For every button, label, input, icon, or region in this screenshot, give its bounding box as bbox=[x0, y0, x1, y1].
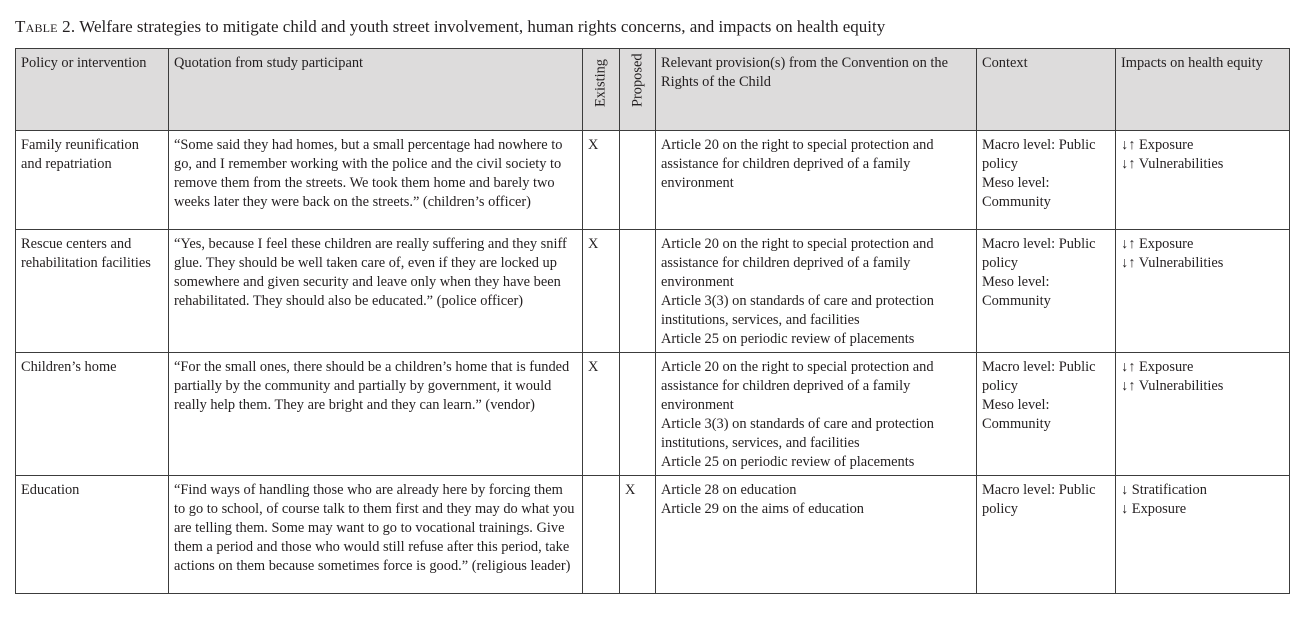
policy-cell: Children’s home bbox=[16, 353, 169, 476]
context-item: Macro level: Public policy bbox=[982, 236, 1096, 271]
table-caption bbox=[15, 17, 885, 37]
provision-item: Article 3(3) on standards of care and protection institutions, services, and facilities bbox=[661, 293, 934, 328]
impact-item: ↓↑ Exposure bbox=[1121, 137, 1194, 153]
header-proposed bbox=[620, 49, 656, 131]
existing-cell: X bbox=[583, 131, 620, 230]
impacts-cell bbox=[1116, 476, 1290, 594]
provision-cell bbox=[656, 353, 977, 476]
context-item: Meso level: Community bbox=[982, 397, 1051, 432]
policy-cell: Family reunification and repatriation bbox=[16, 131, 169, 230]
table-row bbox=[16, 476, 1290, 594]
proposed-cell bbox=[620, 131, 656, 230]
header-row bbox=[16, 49, 1290, 131]
provision-cell bbox=[656, 230, 977, 353]
context-item: Macro level: Public policy bbox=[982, 359, 1096, 394]
header-impacts: Impacts on health equity bbox=[1116, 49, 1290, 131]
provision-item: Article 3(3) on standards of care and protection institutions, services, and facilities bbox=[661, 416, 934, 451]
quotation-cell: “Some said they had homes, but a small percentage had nowhere to go, and I remember working with the police and the civil society to remove them from the streets. We took them home and barely two weeks later they were back on the streets.” (children’s officer) bbox=[169, 131, 583, 230]
table-number: Table 2. bbox=[15, 17, 76, 36]
impact-item: ↓ Exposure bbox=[1121, 501, 1187, 517]
table-row bbox=[16, 353, 1290, 476]
impact-item: ↓↑ Exposure bbox=[1121, 359, 1194, 375]
impact-item: ↓↑ Vulnerabilities bbox=[1121, 378, 1224, 394]
header-existing-label: Existing bbox=[592, 59, 609, 107]
provision-cell bbox=[656, 476, 977, 594]
policy-cell: Rescue centers and rehabilitation facilities bbox=[16, 230, 169, 353]
proposed-cell bbox=[620, 230, 656, 353]
impact-item: ↓↑ Vulnerabilities bbox=[1121, 156, 1224, 172]
table-title: Welfare strategies to mitigate child and youth street involvement, human rights concerns, and impacts on health equity bbox=[79, 17, 886, 36]
welfare-strategies-table bbox=[15, 48, 1290, 594]
proposed-cell bbox=[620, 353, 656, 476]
quotation-cell: “Find ways of handling those who are already here by forcing them to go to school, of course talk to them first and they may do what you are telling them. Some may want to go to vocational trainings. Give them a period and those who would still refuse after this period, take actions on them because sometimes force is good.” (religious leader) bbox=[169, 476, 583, 594]
provision-item: Article 20 on the right to special protection and assistance for children deprived of a family environment bbox=[661, 359, 934, 413]
context-cell bbox=[977, 131, 1116, 230]
table-row bbox=[16, 230, 1290, 353]
header-quotation: Quotation from study participant bbox=[169, 49, 583, 131]
header-policy: Policy or intervention bbox=[16, 49, 169, 131]
proposed-cell: X bbox=[620, 476, 656, 594]
context-item: Meso level: Community bbox=[982, 175, 1051, 210]
context-item: Macro level: Public policy bbox=[982, 137, 1096, 172]
existing-cell: X bbox=[583, 230, 620, 353]
provision-cell bbox=[656, 131, 977, 230]
header-existing bbox=[583, 49, 620, 131]
provision-item: Article 25 on periodic review of placements bbox=[661, 331, 915, 347]
impacts-cell bbox=[1116, 230, 1290, 353]
provision-item: Article 20 on the right to special protection and assistance for children deprived of a family environment bbox=[661, 236, 934, 290]
provision-item: Article 28 on education bbox=[661, 482, 797, 498]
quotation-cell: “For the small ones, there should be a children’s home that is funded partially by the community and partially by government, it would really help them. They are bright and they can learn.” (vendor) bbox=[169, 353, 583, 476]
table-row bbox=[16, 131, 1290, 230]
context-cell bbox=[977, 230, 1116, 353]
impacts-cell bbox=[1116, 353, 1290, 476]
policy-cell: Education bbox=[16, 476, 169, 594]
context-cell bbox=[977, 353, 1116, 476]
context-item: Meso level: Community bbox=[982, 274, 1051, 309]
impact-item: ↓↑ Exposure bbox=[1121, 236, 1194, 252]
context-item: Macro level: Public policy bbox=[982, 482, 1096, 517]
header-proposed-label: Proposed bbox=[629, 53, 645, 107]
impact-item: ↓ Stratification bbox=[1121, 482, 1207, 498]
impact-item: ↓↑ Vulnerabilities bbox=[1121, 255, 1224, 271]
header-context: Context bbox=[977, 49, 1116, 131]
existing-cell bbox=[583, 476, 620, 594]
header-provision: Relevant provision(s) from the Convention on the Rights of the Child bbox=[656, 49, 977, 131]
provision-item: Article 20 on the right to special protection and assistance for children deprived of a family environment bbox=[661, 137, 934, 191]
provision-item: Article 29 on the aims of education bbox=[661, 501, 865, 517]
existing-cell: X bbox=[583, 353, 620, 476]
context-cell bbox=[977, 476, 1116, 594]
quotation-cell: “Yes, because I feel these children are really suffering and they sniff glue. They should be well taken care of, even if they are locked up somewhere and given security and leave only when they have been rehabilitated. They should also be educated.” (police officer) bbox=[169, 230, 583, 353]
impacts-cell bbox=[1116, 131, 1290, 230]
provision-item: Article 25 on periodic review of placements bbox=[661, 454, 915, 470]
